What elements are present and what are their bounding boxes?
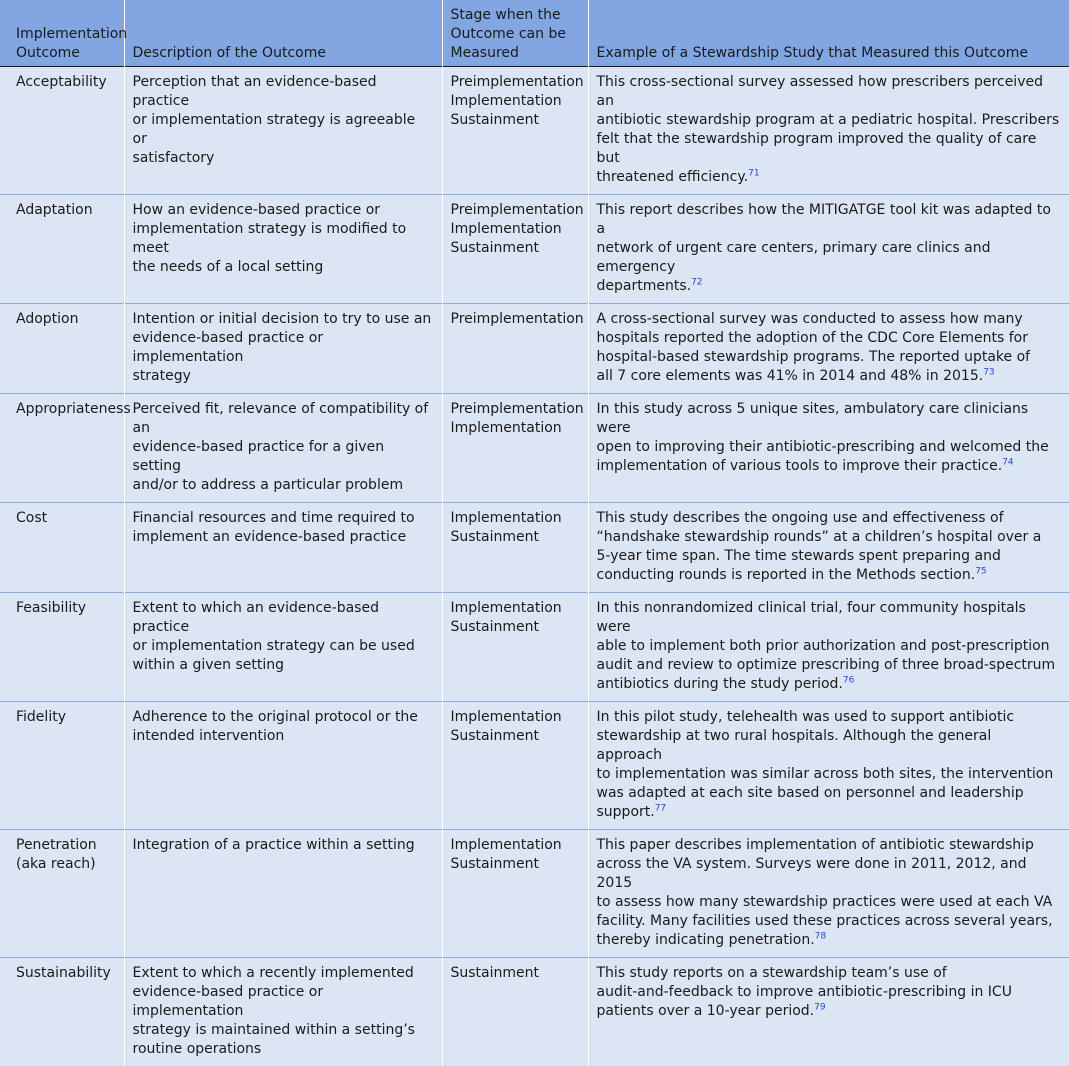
citation-link[interactable]: 76 — [843, 675, 854, 685]
table-row — [0, 830, 1069, 958]
cell-outcome: Adaptation — [0, 195, 124, 304]
citation-link[interactable]: 78 — [815, 931, 826, 941]
table-row — [0, 195, 1069, 304]
citation-link[interactable]: 75 — [975, 566, 986, 576]
table-row — [0, 394, 1069, 503]
cell-outcome: Appropriateness — [0, 394, 124, 503]
cell-example — [588, 702, 1069, 830]
cell-stage: Implementation Sustainment — [442, 593, 588, 702]
cell-description: How an evidence-based practice or implementation strategy is modified to meet the needs of a local setting — [124, 195, 442, 304]
example-text: In this study across 5 unique sites, ambulatory care clinicians were open to improving their antibiotic-prescribing and welcomed the implementation of various tools to improve their practice. — [597, 401, 1049, 474]
header-description: Description of the Outcome — [124, 0, 442, 67]
cell-description: Intention or initial decision to try to use an evidence-based practice or implementation strategy — [124, 304, 442, 394]
cell-example — [588, 593, 1069, 702]
cell-example — [588, 394, 1069, 503]
cell-example — [588, 67, 1069, 195]
cell-stage: Implementation Sustainment — [442, 830, 588, 958]
citation-link[interactable]: 77 — [655, 803, 666, 813]
cell-stage: Preimplementation — [442, 304, 588, 394]
cell-example — [588, 304, 1069, 394]
table-row — [0, 503, 1069, 593]
cell-outcome: Adoption — [0, 304, 124, 394]
cell-description: Perceived fit, relevance of compatibility of an evidence-based practice for a given setting and/or to address a particular problem — [124, 394, 442, 503]
example-text: In this nonrandomized clinical trial, four community hospitals were able to implement both prior authorization and post-prescription audit and review to optimize prescribing of three broad-spectrum antibiotics during the study period. — [597, 600, 1056, 692]
cell-outcome: Acceptability — [0, 67, 124, 195]
example-text: In this pilot study, telehealth was used to support antibiotic stewardship at two rural hospitals. Although the general approach to implementation was similar across both sites, the intervention was adapted at each site based on personnel and leadership support. — [597, 709, 1054, 820]
citation-link[interactable]: 79 — [814, 1002, 825, 1012]
table-row — [0, 304, 1069, 394]
header-stage: Stage when the Outcome can be Measured — [442, 0, 588, 67]
example-text: This study describes the ongoing use and effectiveness of “handshake stewardship rounds” at a children’s hospital over a 5-year time span. The time stewards spent preparing and conducting rounds is reported in the Methods section. — [597, 510, 1042, 583]
citation-link[interactable]: 72 — [691, 277, 702, 287]
table-header — [0, 0, 1069, 67]
cell-outcome: Feasibility — [0, 593, 124, 702]
example-text: This study reports on a stewardship team’s use of audit-and-feedback to improve antibiotic-prescribing in ICU patients over a 10-year period. — [597, 965, 1012, 1019]
header-outcome: Implementation Outcome — [0, 0, 124, 67]
cell-description: Adherence to the original protocol or the intended intervention — [124, 702, 442, 830]
citation-link[interactable]: 74 — [1002, 457, 1013, 467]
cell-description: Perception that an evidence-based practice or implementation strategy is agreeable or satisfactory — [124, 67, 442, 195]
cell-description: Extent to which a recently implemented evidence-based practice or implementation strategy is maintained within a setting’s routine operations — [124, 958, 442, 1066]
cell-example — [588, 503, 1069, 593]
cell-outcome: Penetration (aka reach) — [0, 830, 124, 958]
example-text: A cross-sectional survey was conducted to assess how many hospitals reported the adoption of the CDC Core Elements for hospital-based stewardship programs. The reported uptake of all 7 core elements was 41% in 2014 and 48% in 2015. — [597, 311, 1031, 384]
cell-description: Financial resources and time required to implement an evidence-based practice — [124, 503, 442, 593]
example-text: This cross-sectional survey assessed how prescribers perceived an antibiotic stewardship program at a pediatric hospital. Prescribers felt that the stewardship program improved the quality of care but threatened efficiency. — [597, 74, 1060, 185]
cell-stage: Implementation Sustainment — [442, 702, 588, 830]
cell-example — [588, 958, 1069, 1066]
header-example: Example of a Stewardship Study that Measured this Outcome — [588, 0, 1069, 67]
example-text: This report describes how the MITIGATGE tool kit was adapted to a network of urgent care centers, primary care clinics and emergency departments. — [597, 202, 1051, 294]
header-row — [0, 0, 1069, 67]
cell-example — [588, 830, 1069, 958]
cell-outcome: Sustainability — [0, 958, 124, 1066]
table-row — [0, 593, 1069, 702]
cell-description: Extent to which an evidence-based practice or implementation strategy can be used within a given setting — [124, 593, 442, 702]
table-row — [0, 958, 1069, 1066]
cell-example — [588, 195, 1069, 304]
cell-stage: Implementation Sustainment — [442, 503, 588, 593]
cell-outcome: Fidelity — [0, 702, 124, 830]
citation-link[interactable]: 73 — [983, 367, 994, 377]
cell-stage: Sustainment — [442, 958, 588, 1066]
cell-description: Integration of a practice within a setting — [124, 830, 442, 958]
table-row — [0, 67, 1069, 195]
example-text: This paper describes implementation of antibiotic stewardship across the VA system. Surveys were done in 2011, 2012, and 2015 to assess how many stewardship practices were used at each VA facility. Many facilities used these practices across several years, thereby indicating penetration. — [597, 837, 1053, 948]
citation-link[interactable]: 71 — [748, 168, 759, 178]
table-row — [0, 702, 1069, 830]
cell-stage: Preimplementation Implementation — [442, 394, 588, 503]
table-body — [0, 67, 1069, 1066]
cell-stage: Preimplementation Implementation Sustainment — [442, 67, 588, 195]
cell-outcome: Cost — [0, 503, 124, 593]
cell-stage: Preimplementation Implementation Sustainment — [442, 195, 588, 304]
